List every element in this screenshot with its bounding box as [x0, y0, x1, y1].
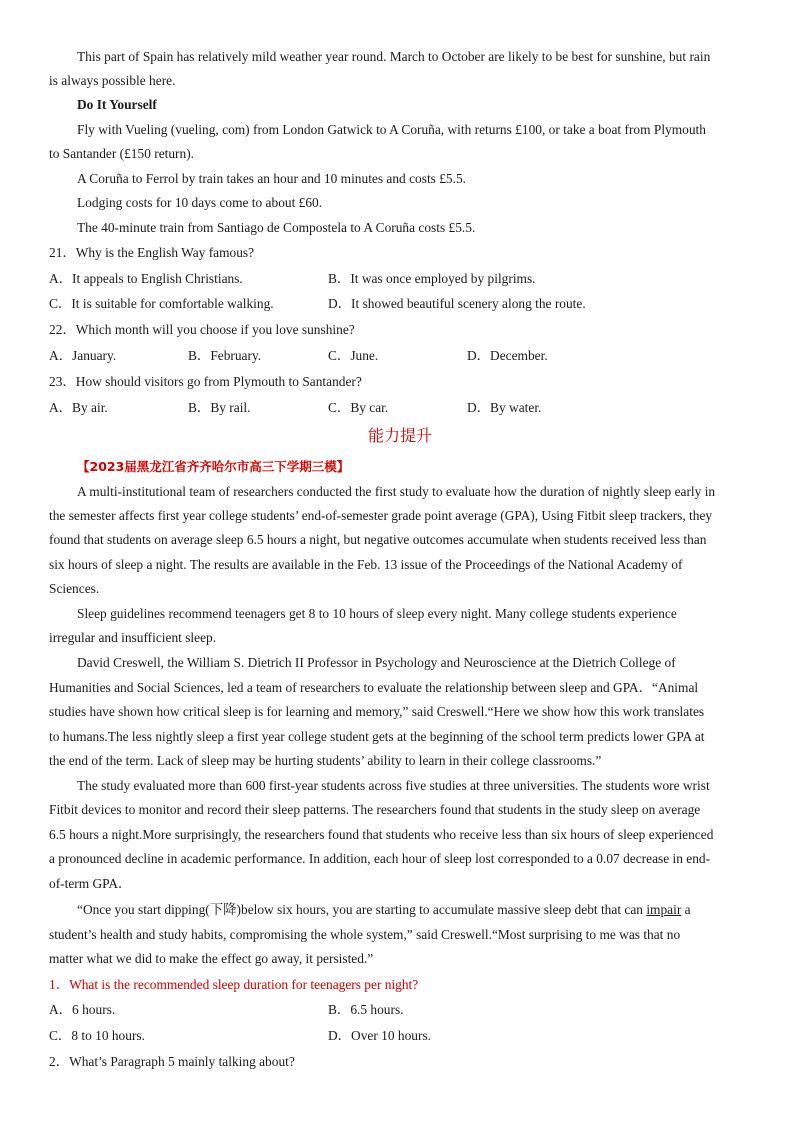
question-stem: 1．What is the recommended sleep duration for teenagers per night?	[49, 977, 419, 992]
paragraph-line: the semester affects first year college students’ end-of-semester grade point average (GPA), Using Fitbit sleep trackers, they	[49, 508, 713, 523]
paragraph-line: of-term GPA．	[49, 876, 132, 891]
paragraph-line: The study evaluated more than 600 first-year students across five studies at three universities. The students wore wrist	[77, 778, 710, 793]
paragraph-line	[77, 901, 691, 919]
paragraph-line: found that students on average sleep 6.5 hours a night, but negative outcomes accumulate when students received less than	[49, 532, 707, 547]
paragraph-line: A multi-institutional team of researchers conducted the first study to evaluate how the duration of nightly sleep early in	[77, 484, 716, 499]
paragraph-line: A Coruña to Ferrol by train takes an hour and 10 minutes and costs £5.5.	[77, 171, 467, 186]
paragraph-line: six hours of sleep a night. The results are available in the Feb. 13 issue of the Proceedings of the National Academy of	[49, 557, 683, 572]
underlined-word: impair	[646, 902, 682, 917]
option-b: B．It was once employed by pilgrims.	[328, 271, 536, 286]
paragraph-line: to humans.The less nightly sleep a first year college student gets at the beginning of the school term predicts lower GPA at	[49, 729, 705, 744]
option-c: C．June.	[328, 348, 379, 363]
paragraph-line: Fly with Vueling (vueling, com) from London Gatwick to A Coruña, with returns £100, or take a boat from Plymouth	[77, 122, 706, 137]
paragraph-line: David Creswell, the William S. Dietrich II Professor in Psychology and Neuroscience at the Dietrich College of	[77, 655, 676, 670]
option-a: A．It appeals to English Christians.	[49, 271, 243, 286]
paragraph-line: to Santander (£150 return).	[49, 146, 195, 161]
paragraph-line: This part of Spain has relatively mild weather year round. March to October are likely to be best for sunshine, but rain	[77, 49, 711, 64]
option-d: D．December.	[467, 348, 548, 363]
paragraph-line: studies have shown how critical sleep is for learning and memory,” said Creswell.“Here we show how this work translates	[49, 704, 705, 719]
option-a: A．January.	[49, 348, 117, 363]
section-title: 能力提升	[367, 426, 432, 445]
option-d: D．Over 10 hours.	[328, 1028, 432, 1043]
option-b: B．6.5 hours.	[328, 1002, 404, 1017]
option-d: D．By water.	[467, 400, 542, 415]
question-stem: 21．Why is the English Way famous?	[49, 245, 255, 260]
paragraph-line: matter what we did to make the effect go away, it persisted.”	[49, 951, 374, 966]
option-a: A．6 hours.	[49, 1002, 116, 1017]
paragraph-line: The 40-minute train from Santiago de Compostela to A Coruña costs £5.5.	[77, 220, 476, 235]
option-d: D．It showed beautiful scenery along the route.	[328, 296, 586, 311]
paragraph-line: is always possible here.	[49, 73, 176, 88]
option-c: C．By car.	[328, 400, 389, 415]
option-c: C．It is suitable for comfortable walking.	[49, 296, 274, 311]
paragraph-line: Sleep guidelines recommend teenagers get 8 to 10 hours of sleep every night. Many college students experience	[77, 606, 677, 621]
section-heading: Do It Yourself	[77, 97, 157, 112]
option-c: C．8 to 10 hours.	[49, 1028, 145, 1043]
paragraph-line: irregular and insufficient sleep.	[49, 630, 217, 645]
question-stem: 23．How should visitors go from Plymouth to Santander?	[49, 374, 362, 389]
paragraph-line: a pronounced decline in academic performance. In addition, each hour of sleep lost corresponded to a 0.07 decrease in end-	[49, 851, 711, 866]
paragraph-line: Humanities and Social Sciences, led a team of researchers to evaluate the relationship between sleep and GPA．“Animal	[49, 680, 699, 695]
paragraph-line: Fitbit devices to monitor and record their sleep patterns. The researchers found that students in the study sleep on average	[49, 802, 701, 817]
paragraph-line: student’s health and study habits, compromising the whole system,” said Creswell.“Most surprising to me was that no	[49, 927, 681, 942]
option-b: B．February.	[188, 348, 262, 363]
question-stem: 2．What’s Paragraph 5 mainly talking about?	[49, 1054, 295, 1069]
option-a: A．By air.	[49, 400, 108, 415]
paragraph-line: the end of the term. Lack of sleep may be hurting students’ ability to learn in their college classrooms.”	[49, 753, 602, 768]
paragraph-line: Sciences.	[49, 581, 100, 596]
question-stem: 22．Which month will you choose if you love sunshine?	[49, 322, 355, 337]
paragraph-line: Lodging costs for 10 days come to about £60.	[77, 195, 323, 210]
text-segment: “Once you start dipping(下降)below six hours, you are starting to accumulate massive sleep debt that can	[77, 902, 647, 917]
text-segment: a	[681, 902, 691, 917]
option-b: B．By rail.	[188, 400, 251, 415]
source-label: 【2023届黑龙江省齐齐哈尔市高三下学期三模】	[77, 459, 350, 474]
paragraph-line: 6.5 hours a night.More surprisingly, the researchers found that students who receive less than six hours of sleep experienced	[49, 827, 714, 842]
